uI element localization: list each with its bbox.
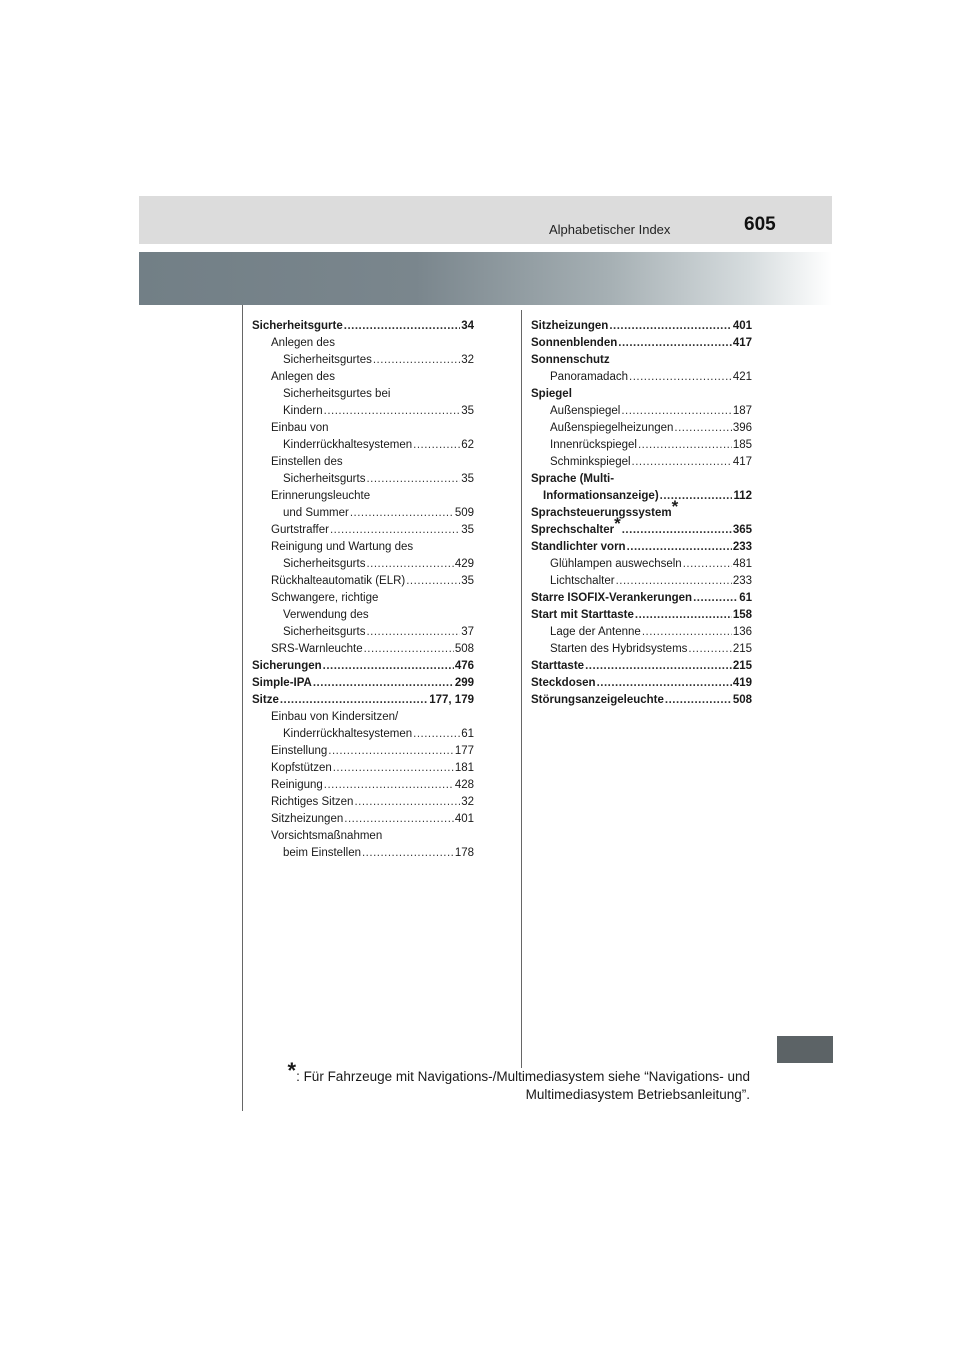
- index-page-ref: 35: [461, 575, 474, 587]
- index-entry: [531, 403, 752, 420]
- index-entry: [252, 828, 474, 862]
- footnote-line-1: *: Für Fahrzeuge mit Navigations-/Multimediasystem siehe “Navigations- und: [287, 1058, 750, 1084]
- dot-leader: [354, 794, 460, 811]
- footnote-line-2: Multimediasystem Betriebsanleitung”.: [525, 1087, 750, 1102]
- index-page-ref: 233: [732, 541, 752, 553]
- dot-leader: [413, 726, 460, 743]
- index-entry: [252, 692, 474, 709]
- index-page-ref: 187: [732, 405, 752, 417]
- index-entry-text: Simple-IPA: [252, 677, 312, 689]
- dot-leader: [333, 760, 454, 777]
- index-page-ref: 233: [732, 575, 752, 587]
- index-entry-text: und Summer: [283, 507, 349, 519]
- dot-leader: [366, 624, 460, 641]
- dot-leader: [627, 539, 732, 556]
- index-entry-text: Anlegen des: [271, 337, 335, 349]
- index-entry: [252, 420, 474, 454]
- index-entry-text: Informationsanzeige): [543, 490, 659, 502]
- dot-leader: [597, 675, 732, 692]
- index-page-ref: 401: [732, 320, 752, 332]
- dot-leader: [350, 505, 454, 522]
- dot-leader: [585, 658, 732, 675]
- index-entry: [252, 522, 474, 539]
- index-entry: [531, 675, 752, 692]
- dot-leader: [674, 420, 731, 437]
- index-entry: [531, 369, 752, 386]
- dot-leader: [413, 437, 460, 454]
- index-entry: [252, 573, 474, 590]
- dot-leader: [632, 454, 732, 471]
- index-page-ref: 178: [454, 847, 474, 859]
- index-entry-text: Störungsanzeigeleuchte: [531, 694, 664, 706]
- index-page-ref: 509: [454, 507, 474, 519]
- dot-leader: [344, 811, 454, 828]
- index-entry: [531, 607, 752, 624]
- page-margin-rule: [242, 305, 243, 1111]
- index-page-ref: 62: [461, 439, 474, 451]
- index-entry: [531, 318, 752, 335]
- index-entry-text: Start mit Starttaste: [531, 609, 634, 621]
- index-entry: [531, 641, 752, 658]
- index-entry-text: Einbau von: [271, 422, 329, 434]
- index-entry-text: Schwangere, richtige: [271, 592, 379, 604]
- dot-leader: [609, 318, 732, 335]
- dot-leader: [616, 573, 732, 590]
- index-entry: [252, 777, 474, 794]
- index-entry-text: Außenspiegel: [550, 405, 621, 417]
- index-entry-text: Erinnerungsleuchte: [271, 490, 371, 502]
- header-gradient-band: [139, 252, 832, 305]
- index-entry-text: Starten des Hybridsystems: [550, 643, 688, 655]
- index-entry: [531, 386, 752, 403]
- dot-leader: [323, 658, 454, 675]
- index-entry: [252, 709, 474, 743]
- dot-leader: [328, 743, 454, 760]
- dot-leader: [638, 437, 732, 454]
- index-entry: [252, 760, 474, 777]
- index-entry: [531, 420, 752, 437]
- index-page-ref: 396: [732, 422, 752, 434]
- dot-leader: [366, 556, 453, 573]
- index-page-ref: 421: [732, 371, 752, 383]
- index-page-ref: 61: [739, 592, 752, 604]
- index-page-ref: 61: [461, 728, 474, 740]
- index-column-right: [531, 318, 752, 709]
- index-column-left: [252, 318, 474, 862]
- index-entry-text: Sonnenblenden: [531, 337, 618, 349]
- index-entry-text: Vorsichtsmaßnahmen: [271, 830, 383, 842]
- index-entry-text: Kindern: [283, 405, 323, 417]
- dot-leader: [621, 403, 731, 420]
- index-entry-text: Sicherheitsgurts: [283, 473, 366, 485]
- index-entry: [531, 590, 752, 607]
- index-page-ref: 481: [732, 558, 752, 570]
- index-page-ref: 429: [454, 558, 474, 570]
- chapter-tab-marker: [777, 1036, 833, 1063]
- index-page-ref: 215: [732, 643, 752, 655]
- index-page-ref: 476: [454, 660, 474, 672]
- index-entry-text: Starttaste: [531, 660, 585, 672]
- index-entry: [252, 590, 474, 641]
- index-entry: Sprachsteuerungssystem *: [531, 505, 752, 522]
- index-entry-text: Anlegen des: [271, 371, 335, 383]
- index-page-ref: 417: [732, 456, 752, 468]
- index-entry: [531, 335, 752, 352]
- index-entry-text: Einstellen des: [271, 456, 343, 468]
- index-entry: [252, 675, 474, 692]
- dot-leader: [324, 777, 454, 794]
- index-entry-text: Sicherheitsgurte: [252, 320, 343, 332]
- dot-leader: [344, 318, 460, 335]
- index-entry-text: Lichtschalter: [550, 575, 615, 587]
- index-entry-text: Reinigung: [271, 779, 323, 791]
- index-page-ref: 158: [732, 609, 752, 621]
- index-page-ref: 32: [461, 354, 474, 366]
- dot-leader: [280, 692, 428, 709]
- index-entry: [252, 658, 474, 675]
- index-entry-text: Sicherheitsgurtes: [283, 354, 372, 366]
- dot-leader: [642, 624, 732, 641]
- dot-leader: [688, 641, 731, 658]
- index-entry: [531, 437, 752, 454]
- index-entry: [252, 641, 474, 658]
- dot-leader: [362, 845, 454, 862]
- index-entry: [531, 352, 752, 369]
- dot-leader: [618, 335, 732, 352]
- index-entry: Sprechschalter * ..... 365: [531, 522, 752, 539]
- index-entry-text: Steckdosen: [531, 677, 596, 689]
- index-entry-text: Sprechschalter: [531, 524, 615, 536]
- header-bar: [139, 196, 832, 244]
- index-entry-text: Schminkspiegel: [550, 456, 631, 468]
- index-entry-text: Sonnenschutz: [531, 354, 610, 366]
- index-page-ref: 401: [454, 813, 474, 825]
- index-entry-text: Reinigung und Wartung des: [271, 541, 414, 553]
- dot-leader: [330, 522, 460, 539]
- index-page-ref: 299: [454, 677, 474, 689]
- index-page-ref: 112: [733, 490, 752, 502]
- dot-leader: [406, 573, 460, 590]
- index-page-ref: 37: [461, 626, 474, 638]
- dot-leader: [683, 556, 732, 573]
- index-entry-text: Lage der Antenne: [550, 626, 641, 638]
- index-page-ref: 428: [454, 779, 474, 791]
- index-entry-text: Sicherheitsgurts: [283, 558, 366, 570]
- index-entry: [252, 369, 474, 420]
- index-page-ref: 508: [732, 694, 752, 706]
- index-page-ref: 419: [732, 677, 752, 689]
- dot-leader: [373, 352, 460, 369]
- index-page-ref: 181: [454, 762, 474, 774]
- index-entry-text: Glühlampen auswechseln: [550, 558, 682, 570]
- index-entry: [252, 318, 474, 335]
- index-entry: [531, 624, 752, 641]
- index-entry-text: Standlichter vorn: [531, 541, 626, 553]
- index-entry-text: beim Einstellen: [283, 847, 361, 859]
- index-page-ref: 508: [454, 643, 474, 655]
- dot-leader: [622, 522, 732, 539]
- index-entry-text: Einstellung: [271, 745, 328, 757]
- index-entry-text: Rückhalteautomatik (ELR): [271, 575, 406, 587]
- index-entry-text: Kinderrückhaltesystemen: [283, 439, 413, 451]
- page-number: 605: [744, 214, 776, 235]
- index-entry-text: Starre ISOFIX-Verankerungen: [531, 592, 693, 604]
- dot-leader: [324, 403, 461, 420]
- column-divider: [521, 310, 522, 1068]
- index-entry-text: Sprache (Multi-: [531, 473, 615, 485]
- index-page-ref: 35: [461, 524, 474, 536]
- index-entry: [252, 539, 474, 573]
- index-entry-text: Sitzheizungen: [271, 813, 344, 825]
- index-entry: [531, 658, 752, 675]
- index-entry: [252, 794, 474, 811]
- index-entry-text: Panoramadach: [550, 371, 628, 383]
- index-entry-text: SRS-Warnleuchte: [271, 643, 363, 655]
- index-page-ref: 32: [461, 796, 474, 808]
- index-entry-text: Spiegel: [531, 388, 572, 400]
- index-entry-text: Innenrückspiegel: [550, 439, 637, 451]
- index-entry: [531, 539, 752, 556]
- index-page-ref: 185: [732, 439, 752, 451]
- index-page-ref: 417: [732, 337, 752, 349]
- index-page-ref: 34: [461, 320, 474, 332]
- index-entry-text: Gurtstraffer: [271, 524, 329, 536]
- index-page-ref: 35: [461, 405, 474, 417]
- index-entry-text: Sicherheitsgurts: [283, 626, 366, 638]
- index-page-ref: 215: [732, 660, 752, 672]
- dot-leader: [660, 488, 733, 505]
- index-entry-text: Einbau von Kindersitzen/: [271, 711, 399, 723]
- index-page-ref: 177: [454, 745, 474, 757]
- footnote-star: *: [287, 1058, 297, 1083]
- index-entry: [531, 556, 752, 573]
- dot-leader: [364, 641, 454, 658]
- index-entry-text: Außenspiegelheizungen: [550, 422, 674, 434]
- index-entry: [252, 811, 474, 828]
- section-title: Alphabetischer Index: [549, 222, 671, 237]
- index-entry: [531, 573, 752, 590]
- index-entry: [531, 692, 752, 709]
- footnote: [280, 1058, 750, 1104]
- index-entry: [531, 454, 752, 471]
- index-entry: [252, 488, 474, 522]
- index-entry-text: Sprachsteuerungssystem: [531, 507, 672, 519]
- index-page-ref: 35: [461, 473, 474, 485]
- index-entry: [531, 471, 752, 505]
- dot-leader: [665, 692, 732, 709]
- index-entry-text: Sitze: [252, 694, 279, 706]
- dot-leader: [693, 590, 738, 607]
- index-entry: [252, 454, 474, 488]
- index-page-ref: 136: [732, 626, 752, 638]
- index-entry-text: Kopfstützen: [271, 762, 332, 774]
- dot-leader: [629, 369, 732, 386]
- index-page-ref: 365: [732, 524, 752, 536]
- index-entry-text: Richtiges Sitzen: [271, 796, 354, 808]
- index-entry: [252, 335, 474, 369]
- index-entry-text: Sicherungen: [252, 660, 322, 672]
- index-entry-text: Verwendung des: [283, 609, 369, 621]
- index-entry-text: Sitzheizungen: [531, 320, 609, 332]
- dot-leader: [366, 471, 460, 488]
- index-entry-text: Sicherheitsgurtes bei: [283, 388, 391, 400]
- index-entry: [252, 743, 474, 760]
- dot-leader: [313, 675, 454, 692]
- index-entry-text: Kinderrückhaltesystemen: [283, 728, 413, 740]
- index-page-ref: 177, 179: [429, 694, 474, 706]
- dot-leader: [635, 607, 732, 624]
